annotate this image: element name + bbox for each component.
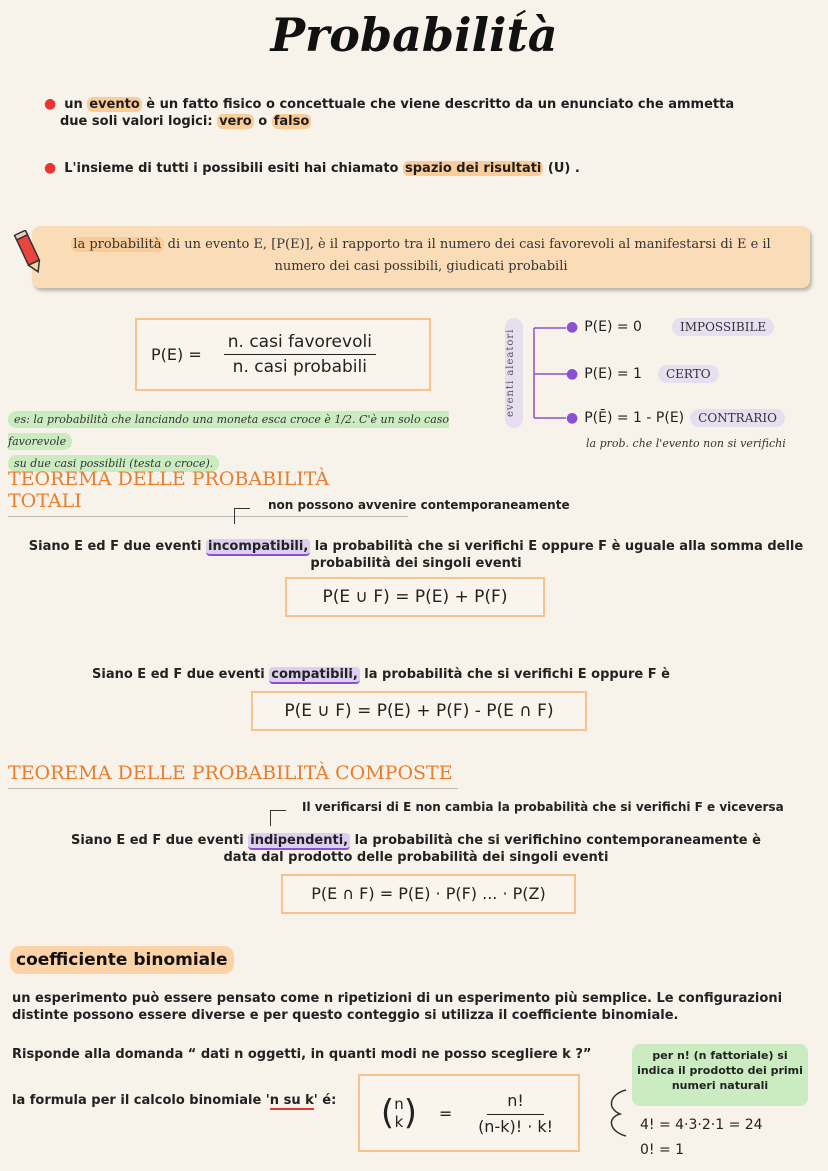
impossible-tag: IMPOSSIBILE bbox=[672, 318, 774, 336]
incompatible-note: non possono avvenire contemporaneamente bbox=[268, 498, 570, 512]
term-compatibili: compatibili, bbox=[271, 667, 358, 682]
event-certain bbox=[566, 365, 719, 383]
term-evento: evento bbox=[89, 97, 140, 112]
purple-dot: ● bbox=[566, 366, 579, 382]
binomial-symbol: ( n k ) bbox=[380, 1093, 417, 1133]
impossible-formula: P(E) = 0 bbox=[584, 319, 642, 335]
note-bracket bbox=[270, 810, 286, 826]
bullet-sample-space: ● L'insieme di tutti i possibili esiti hai chiamato spazio dei risultati (U) . bbox=[44, 160, 580, 176]
incompatible-statement: Siano E ed F due eventi incompatibili, la probabilità che si verifichi E oppure F è uguale alla somma delle probabilità dei singoli eventi bbox=[28, 539, 804, 571]
formula-fraction bbox=[224, 332, 376, 377]
independent-note: Il verificarsi di E non cambia la probabilità che si verifichi F e viceversa bbox=[302, 800, 784, 814]
certain-formula: P(E) = 1 bbox=[584, 366, 642, 382]
formula-denominator: n. casi probabili bbox=[232, 357, 367, 377]
term-indipendenti: indipendenti, bbox=[250, 833, 349, 848]
event-contrary bbox=[566, 409, 785, 427]
independent-statement: Siano E ed F due eventi indipendenti, la probabilità che si verifichino contemporaneamente è data dal prodotto delle probabilità dei singoli eventi bbox=[71, 833, 761, 865]
formula-lhs: P(E) = bbox=[151, 345, 202, 364]
example-line-2: su due casi possibili (testa o croce). bbox=[8, 455, 219, 472]
term-spazio-risultati: spazio dei risultati bbox=[405, 161, 542, 176]
binomial-paragraph: un esperimento può essere pensato come n ripetizioni di un esperimento più semplice. Le configurazioni distinte possono essere diverse e per questo conteggio si utilizza il coefficiente binomiale. bbox=[12, 991, 783, 1023]
probability-definition-box: la probabilità di un evento E, [P(E)], è il rapporto tra il numero dei casi favorevoli al manifestarsi di E e il numero dei casi possibili, giudicati probabili bbox=[32, 226, 810, 288]
note-bracket bbox=[234, 508, 250, 524]
compound-probability-title: TEOREMA DELLE PROBABILITÀ COMPOSTE bbox=[8, 762, 458, 789]
binomial-fraction bbox=[474, 1091, 557, 1136]
factorial-example-2: 0! = 1 bbox=[640, 1142, 685, 1158]
term-incompatibili: incompatibili, bbox=[208, 539, 309, 554]
binomial-denominator: (n-k)! · k! bbox=[478, 1116, 554, 1136]
factorial-note: per n! (n fattoriale) si indica il prodotto dei primi numeri naturali bbox=[632, 1044, 808, 1106]
certain-tag: CERTO bbox=[658, 365, 719, 383]
bullet-dot: ● bbox=[44, 160, 57, 176]
compatible-formula: P(E ∪ F) = P(E) + P(F) - P(E ∩ F) bbox=[251, 691, 587, 731]
contrary-formula: P(Ē) = 1 - P(E) bbox=[584, 410, 685, 426]
term-probabilita: la probabilità bbox=[73, 237, 162, 252]
purple-dot: ● bbox=[566, 410, 579, 426]
independent-formula: P(E ∩ F) = P(E) · P(F) ... · P(Z) bbox=[281, 874, 576, 914]
bullet-event-definition: ● un evento è un fatto fisico o concettuale che viene descritto da un enunciato che ammetta due soli valori logici: vero o falso bbox=[44, 96, 735, 129]
binomial-title: coefficiente binomiale bbox=[10, 946, 234, 974]
compatible-statement: Siano E ed F due eventi compatibili, la probabilità che si verifichi E oppure F è bbox=[92, 667, 670, 682]
binomial-question: Risponde alla domanda “ dati n oggetti, in quanti modi ne posso scegliere k ?” bbox=[12, 1047, 592, 1062]
bullet-dot: ● bbox=[44, 96, 57, 112]
page-title: Probabilità bbox=[270, 8, 558, 62]
eventi-aleatori-label: eventi aleatori bbox=[505, 318, 523, 428]
binom-top: n bbox=[394, 1095, 404, 1113]
probability-formula-box bbox=[135, 318, 431, 391]
term-falso: falso bbox=[273, 114, 310, 129]
contrary-tag: CONTRARIO bbox=[690, 409, 785, 427]
factorial-example-1: 4! = 4·3·2·1 = 24 bbox=[640, 1117, 763, 1133]
purple-dot: ● bbox=[566, 319, 579, 335]
pencil-icon bbox=[8, 230, 48, 278]
term-vero: vero bbox=[219, 114, 252, 129]
curly-brace-icon bbox=[602, 1088, 632, 1138]
formula-numerator: n. casi favorevoli bbox=[224, 332, 376, 355]
total-probability-title: TEOREMA DELLE PROBABILITÀ TOTALI bbox=[8, 468, 408, 517]
binomial-equals: = bbox=[438, 1103, 453, 1123]
contrary-note: la prob. che l'evento non si verifichi bbox=[586, 437, 786, 450]
coin-example bbox=[8, 408, 488, 474]
example-line-1: es: la probabilità che lanciando una moneta esca croce è 1/2. C'è un solo caso favorevole bbox=[8, 413, 450, 448]
incompatible-formula: P(E ∪ F) = P(E) + P(F) bbox=[285, 577, 545, 617]
binomial-numerator: n! bbox=[487, 1091, 544, 1115]
binomial-formula-label: la formula per il calcolo binomiale 'n su k' é: bbox=[12, 1093, 337, 1108]
event-impossible bbox=[566, 318, 774, 336]
binomial-formula-box bbox=[358, 1074, 580, 1152]
term-n-su-k: n su k bbox=[269, 1093, 314, 1108]
binom-bottom: k bbox=[394, 1113, 404, 1131]
